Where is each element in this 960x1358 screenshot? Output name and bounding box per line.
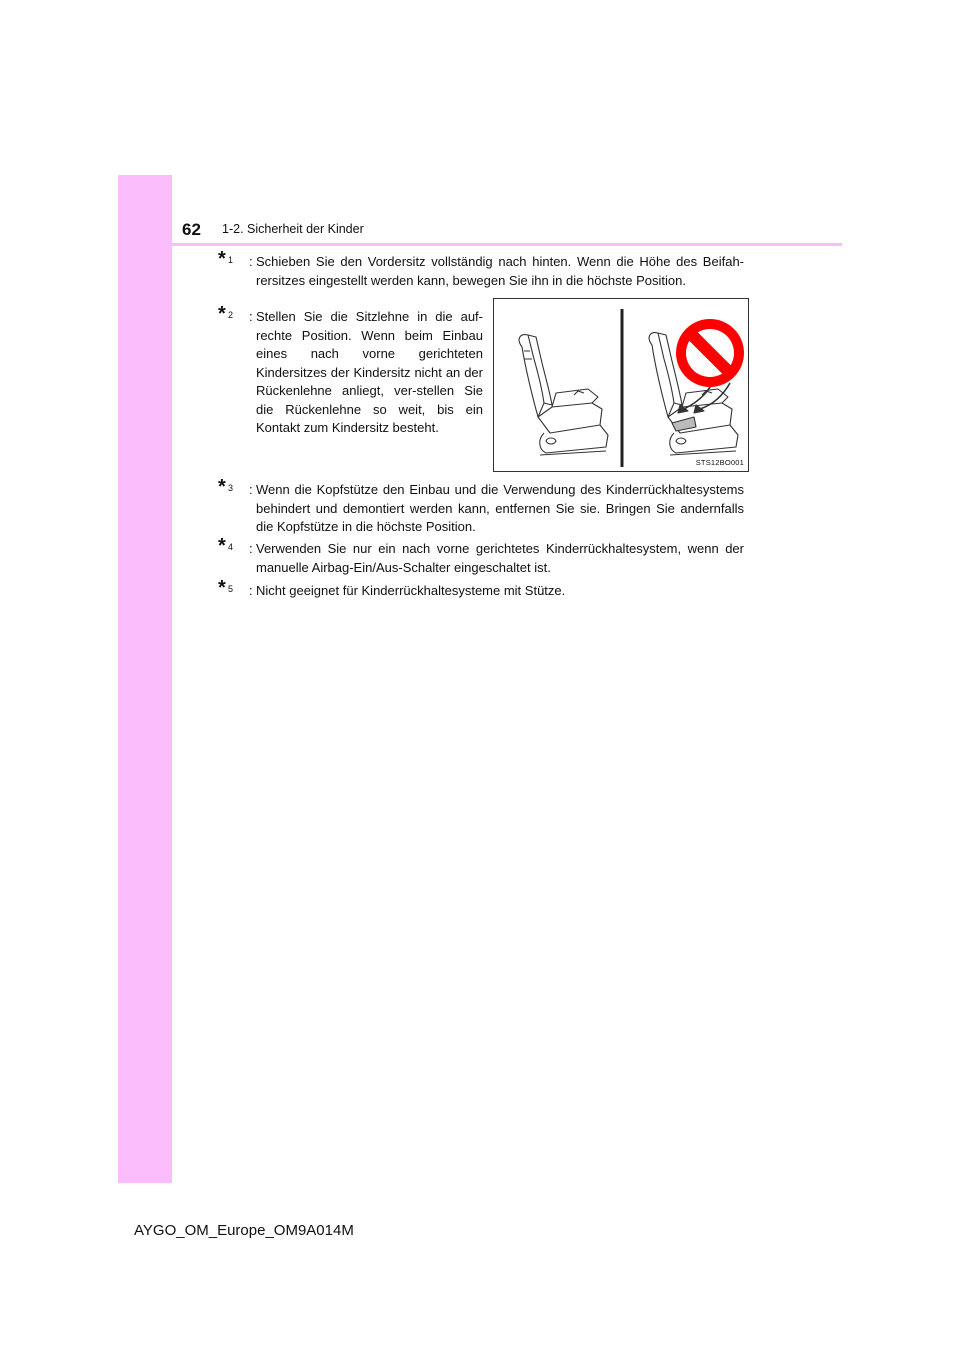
- footnote-number: 5: [228, 584, 234, 594]
- seat-upright-drawing: [519, 335, 608, 455]
- footnote-asterisk: *: [218, 577, 226, 599]
- section-title: 1-2. Sicherheit der Kinder: [222, 222, 364, 236]
- footnote-colon: :: [249, 583, 253, 598]
- document-id-footer: AYGO_OM_Europe_OM9A014M: [134, 1222, 354, 1239]
- note-text: Schieben Sie den Vordersitz vollständig nach hinten. Wenn die Höhe des Beifah-rersitzes eingestellt werden kann, bewegen Sie ihn in die höchste Position.: [256, 254, 744, 288]
- footnote-colon: :: [249, 254, 253, 269]
- header-rule: [118, 243, 842, 246]
- footnote-asterisk: *: [218, 535, 226, 557]
- footnote-number: 3: [228, 483, 234, 493]
- note-text: Wenn die Kopfstütze den Einbau und die Verwendung des Kinderrückhaltesystems behindert und demontiert werden kann, entfernen Sie sie. Bringen Sie andernfalls die Kopfstütze in die höchste Position.: [256, 482, 744, 534]
- footnote-number: 2: [228, 310, 234, 320]
- note-text: Nicht geeignet für Kinderrückhaltesysteme mit Stütze.: [256, 583, 566, 598]
- figure-code: STS12BO001: [695, 458, 744, 467]
- footnote-number: 4: [228, 542, 234, 552]
- footnote-colon: :: [249, 309, 253, 324]
- seat-illustration: [493, 298, 749, 472]
- note-text: Stellen Sie die Sitzlehne in die auf-rechte Position. Wenn beim Einbau eines nach vorne gerichteten Kindersitzes der Kindersitz nicht an der Rückenlehne anliegt, ver-stellen Sie die Rückenlehne so weit, bis ein Kontakt zum Kindersitz besteht.: [256, 309, 483, 435]
- prohibition-icon: [676, 319, 744, 387]
- chapter-sidebar-tab: [118, 175, 172, 1183]
- footnote-asterisk: *: [218, 303, 226, 325]
- seat-diagram: [494, 299, 748, 471]
- footnote-colon: :: [249, 482, 253, 497]
- page-number: 62: [182, 220, 201, 239]
- footnote-asterisk: *: [218, 476, 226, 498]
- footnote-asterisk: *: [218, 248, 226, 270]
- footnote-number: 1: [228, 255, 234, 265]
- footnote-colon: :: [249, 541, 253, 556]
- note-text: Verwenden Sie nur ein nach vorne gerichtetes Kinderrückhaltesystem, wenn der manuelle Airbag-Ein/Aus-Schalter eingeschaltet ist.: [256, 541, 744, 575]
